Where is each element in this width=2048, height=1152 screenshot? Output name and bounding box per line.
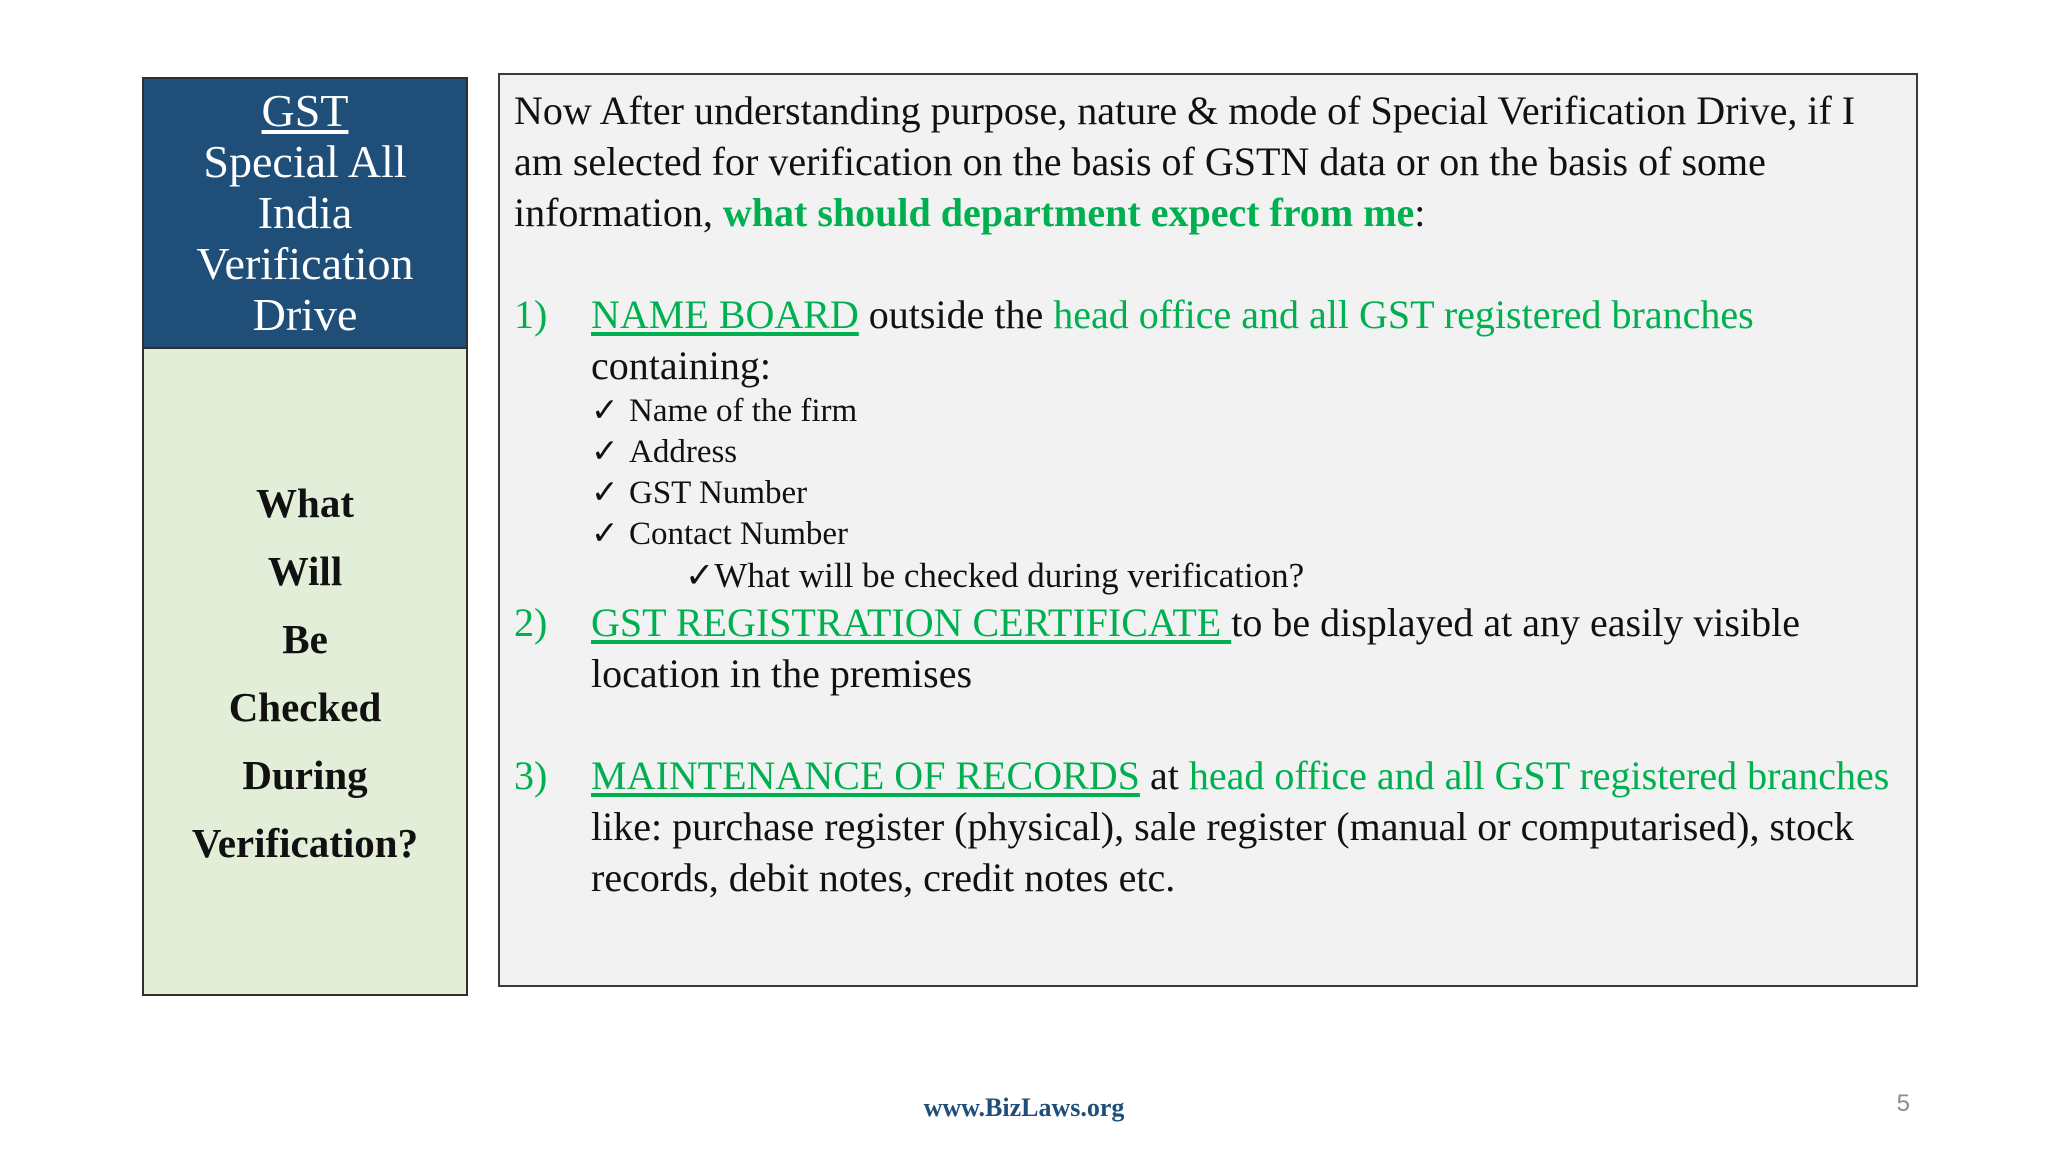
sub-check-item <box>591 555 1910 597</box>
content-box <box>498 73 1918 987</box>
check-item-label: Address <box>629 434 738 470</box>
spacer <box>514 699 1910 750</box>
check-mark-icon: ✓ <box>591 516 619 552</box>
intro-text: Now After understanding purpose, nature & mode of Special Verification Drive, if I am selected for verification on the basis of GSTN data or on the basis of some information, <box>514 88 1856 235</box>
check-mark-icon: ✓ <box>591 393 619 429</box>
header-line-3: India <box>257 187 353 238</box>
question-line-6: Verification? <box>191 820 419 866</box>
item-highlight: head office and all GST registered branches <box>1053 292 1754 337</box>
header-line-2: Special All <box>203 136 407 187</box>
sub-check-label: What will be checked during verification? <box>714 556 1305 595</box>
intro-end: : <box>1414 190 1426 235</box>
item-title: GST REGISTRATION CERTIFICATE <box>591 600 1232 645</box>
left-panel-header <box>144 79 466 349</box>
left-panel-question <box>144 469 466 877</box>
question-line-3: Be <box>282 616 328 662</box>
content-body <box>514 85 1910 903</box>
check-item <box>591 473 1910 514</box>
check-item-label: GST Number <box>629 475 808 511</box>
check-list <box>591 391 1910 555</box>
check-item <box>591 432 1910 473</box>
item-text <box>591 289 1910 391</box>
list-item-registration-certificate <box>514 597 1910 699</box>
check-item <box>591 391 1910 432</box>
intro-paragraph <box>514 85 1910 238</box>
item-number: 1) <box>514 292 548 337</box>
check-mark-icon: ✓ <box>591 434 619 470</box>
question-line-1: What <box>256 480 354 526</box>
header-line-5: Drive <box>252 289 358 340</box>
list-item-maintenance-of-records <box>514 750 1910 903</box>
item-text-1: at <box>1139 753 1189 798</box>
check-item <box>591 514 1910 555</box>
check-item-label: Name of the firm <box>629 393 858 429</box>
intro-highlight: what should department expect from me <box>722 190 1415 235</box>
check-mark-icon: ✓ <box>685 556 715 595</box>
page-number: 5 <box>1896 1090 1910 1117</box>
footer-website: www.BizLaws.org <box>923 1093 1125 1122</box>
question-line-5: During <box>242 752 368 798</box>
spacer <box>514 238 1910 289</box>
item-text <box>591 750 1910 903</box>
question-line-2: Will <box>267 548 343 594</box>
header-line-4: Verification <box>196 238 414 289</box>
list-item-name-board <box>514 289 1910 597</box>
item-number: 3) <box>514 753 548 798</box>
item-text-1: outside the <box>858 292 1054 337</box>
item-number: 2) <box>514 600 548 645</box>
check-mark-icon: ✓ <box>591 475 619 511</box>
header-line-gst: GST <box>261 85 349 136</box>
item-title: MAINTENANCE OF RECORDS <box>591 753 1140 798</box>
question-line-4: Checked <box>228 684 382 730</box>
item-highlight: head office and all GST registered branches <box>1188 753 1890 798</box>
item-text-2: like: purchase register (physical), sale register (manual or computarised), stock records, debit notes, credit notes etc. <box>591 804 1854 900</box>
item-title: NAME BOARD <box>591 292 859 337</box>
item-text <box>591 597 1910 699</box>
check-item-label: Contact Number <box>629 516 849 552</box>
item-text-1: to be displayed at any easily visible location in the premises <box>591 600 1800 696</box>
item-text-2: containing: <box>591 343 771 388</box>
left-title-panel <box>142 77 468 996</box>
